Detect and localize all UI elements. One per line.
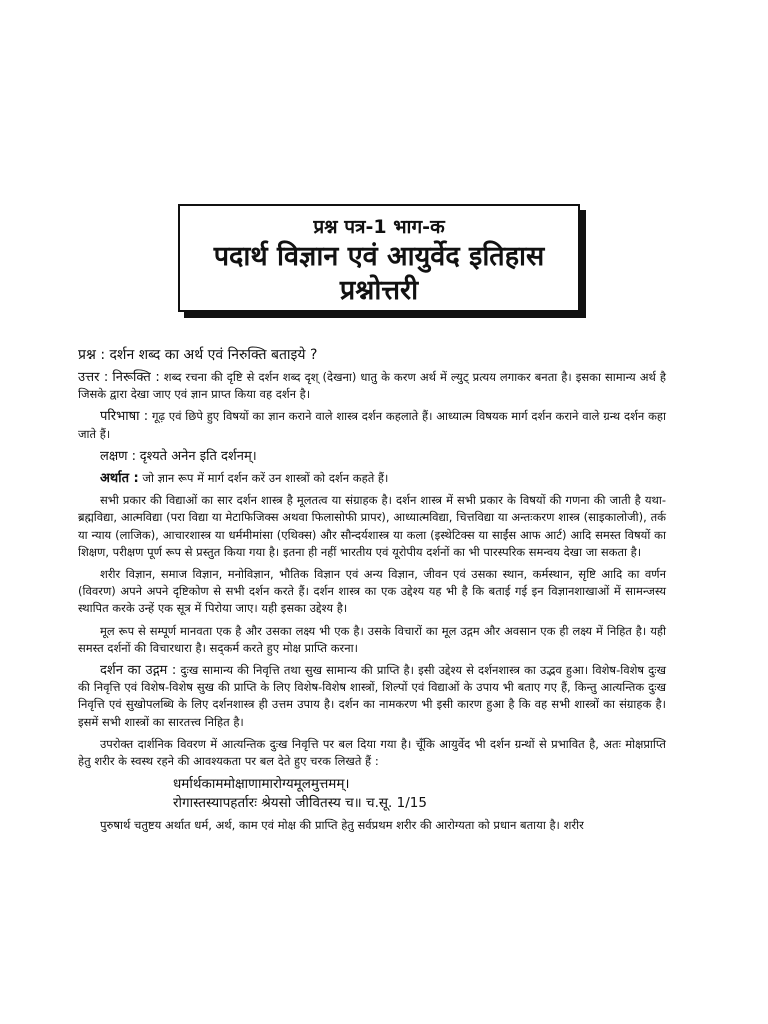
paragraph-vidya: सभी प्रकार की विद्याओं का सार दर्शन शास्त्र है मूलतत्व या संग्राहक है। दर्शन शास्त्र में सभी प्रकार के विषयों की गणना की जाती है यथा-ब्रह्मविद्या, आत्मविद्या (परा विद्या या मेटाफिजिक्स अथवा फिलासोफी प्रापर), आध्यात्मविद्या, चित्तविद्या या अन्तःकरण शास्त्र (साइकालोजी), तर्क या न्याय (लाजिक), आचारशास्त्र या धर्ममीमांसा (एथिक्स) और सौन्दर्यशास्त्र या कला (इस्थेटिक्स या साईंस आफ आर्ट) आदि समस्त विषयों का शिक्षण, परीक्षण पूर्ण रूप से प्रस्तुत किया गया है। इतना ही नहीं भारतीय एवं यूरोपीय दर्शनों का भी पारस्परिक समन्वय देखा जा सकता है। — [78, 493, 666, 559]
paper-part-heading: प्रश्न पत्र-1 भाग-क — [313, 216, 445, 238]
lakshan-text: दृश्यते अनेन इति दर्शनम्। — [139, 448, 257, 464]
lakshan-line — [78, 448, 666, 465]
answer-label: उत्तर : — [78, 370, 109, 385]
arthat-term: अर्थात : — [100, 471, 139, 487]
nirukti-term: निरूक्ति : — [112, 370, 160, 385]
question-text: दर्शन शब्द का अर्थ एवं निरुक्ति बताइये ? — [109, 347, 318, 363]
arthat-line — [78, 470, 666, 487]
question-label: प्रश्न : — [78, 347, 106, 363]
shloka-block — [173, 775, 666, 813]
paragraph-manavta: मूल रूप से सम्पूर्ण मानवता एक है और उसका लक्ष्य भी एक है। उसके विचारों का मूल उद्गम और अवसान एक ही लक्ष्य में निहित है। यही समस्त दर्शनों की विचारधारा है। सद्कर्म करते हुए मोक्ष प्राप्ति करना। — [78, 623, 666, 655]
paragraph-purusharth: पुरुषार्थ चतुष्टय अर्थात धर्म, अर्थ, काम एवं मोक्ष की प्राप्ति हेतु सर्वप्रथम शरीर की आरोग्यता को प्रधान बताया है। शरीर — [100, 818, 584, 833]
nirukti-text: शब्द रचना की दृष्टि से दर्शन शब्द दृश् (देखना) धातु के करण अर्थ में ल्युट् प्रत्यय लगाकर बनता है। इसका सामान्य अर्थ है जिसके द्वारा देखा जाए एवं ज्ञान प्राप्त किया वह दर्शन है। — [78, 370, 667, 402]
lakshan-term: लक्षण : — [100, 448, 137, 464]
chapter-title-box — [178, 204, 580, 312]
chapter-subtitle: प्रश्नोत्तरी — [339, 275, 419, 306]
paribhasha-term: परिभाषा : — [100, 409, 149, 425]
udgam-paragraph — [78, 662, 666, 731]
paragraph-upar: उपरोक्त दार्शनिक विवरण में आत्यन्तिक दुःख निवृत्ति पर बल दिया गया है। चूँकि आयुर्वेद भी दर्शन ग्रन्थों से प्रभावित है, अतः मोक्षप्राप्ति हेतु शरीर के स्वस्थ रहने की आवश्यकता पर बल देते हुए चरक लिखते हैं : — [78, 736, 666, 769]
question-line — [78, 344, 666, 366]
paribhasha-text: गूढ़ एवं छिपे हुए विषयों का ज्ञान कराने वाले शास्त्र दर्शन कहलाते हैं। आध्यात्म विषयक मार्ग दर्शन कराने वाले ग्रन्थ दर्शन कहा जाते हैं। — [78, 409, 667, 441]
udgam-term: दर्शन का उद्गम : — [100, 663, 177, 679]
shloka-line-2: रोगास्तस्यापहर्तारः श्रेयसो जीवितस्य च॥ च.सू. 1/15 — [173, 795, 427, 812]
paragraph-vigyan: शरीर विज्ञान, समाज विज्ञान, मनोविज्ञान, भौतिक विज्ञान एवं अन्य विज्ञान, जीवन एवं उसका स्थान, कर्मस्थान, सृष्टि आदि का वर्णन (विवरण) अपने अपने दृष्टिकोण से सभी दर्शन करते हैं। दर्शन शास्त्र का एक उद्देश्य यह भी है कि बताई गई इन विज्ञानशाखाओं में सामन्जस्य स्थापित करके उन्हें एक सूत्र में पिरोया जाए। यही इसका उद्देश्य है। — [78, 567, 666, 616]
chapter-title: पदार्थ विज्ञान एवं आयुर्वेद इतिहास — [213, 241, 545, 272]
arthat-text: जो ज्ञान रूप में मार्ग दर्शन करें उन शास्त्रों को दर्शन कहते हैं। — [142, 471, 389, 486]
answer-nirukti — [78, 369, 666, 403]
paribhasha-paragraph — [78, 408, 666, 442]
shloka-line-1: धर्मार्थकाममोक्षाणामारोग्यमूलमुत्तमम्। — [173, 776, 350, 793]
udgam-text: दुःख सामान्य की निवृत्ति तथा सुख सामान्य की प्राप्ति है। इसी उद्देश्य से दर्शनशास्त्र का उद्भव हुआ। विशेष-विशेष दुःख की निवृत्ति एवं विशेष-विशेष सुख की प्राप्ति के लिए विशेष-विशेष शास्त्रों, शिल्पों एवं विद्याओं के उपाय भी बताए गए हैं, किन्तु आत्यन्तिक दुःख निवृत्ति एवं सुखोपलब्धि के लिए दर्शनशास्त्र ही उत्तम उपाय है। दर्शन का नामकरण भी इसी कारण हुआ है कि वह सभी शास्त्रों का संग्राहक है। इसमें सभी शास्त्रों का सारतत्त्व निहित है। — [78, 663, 667, 729]
document-body — [78, 344, 666, 839]
